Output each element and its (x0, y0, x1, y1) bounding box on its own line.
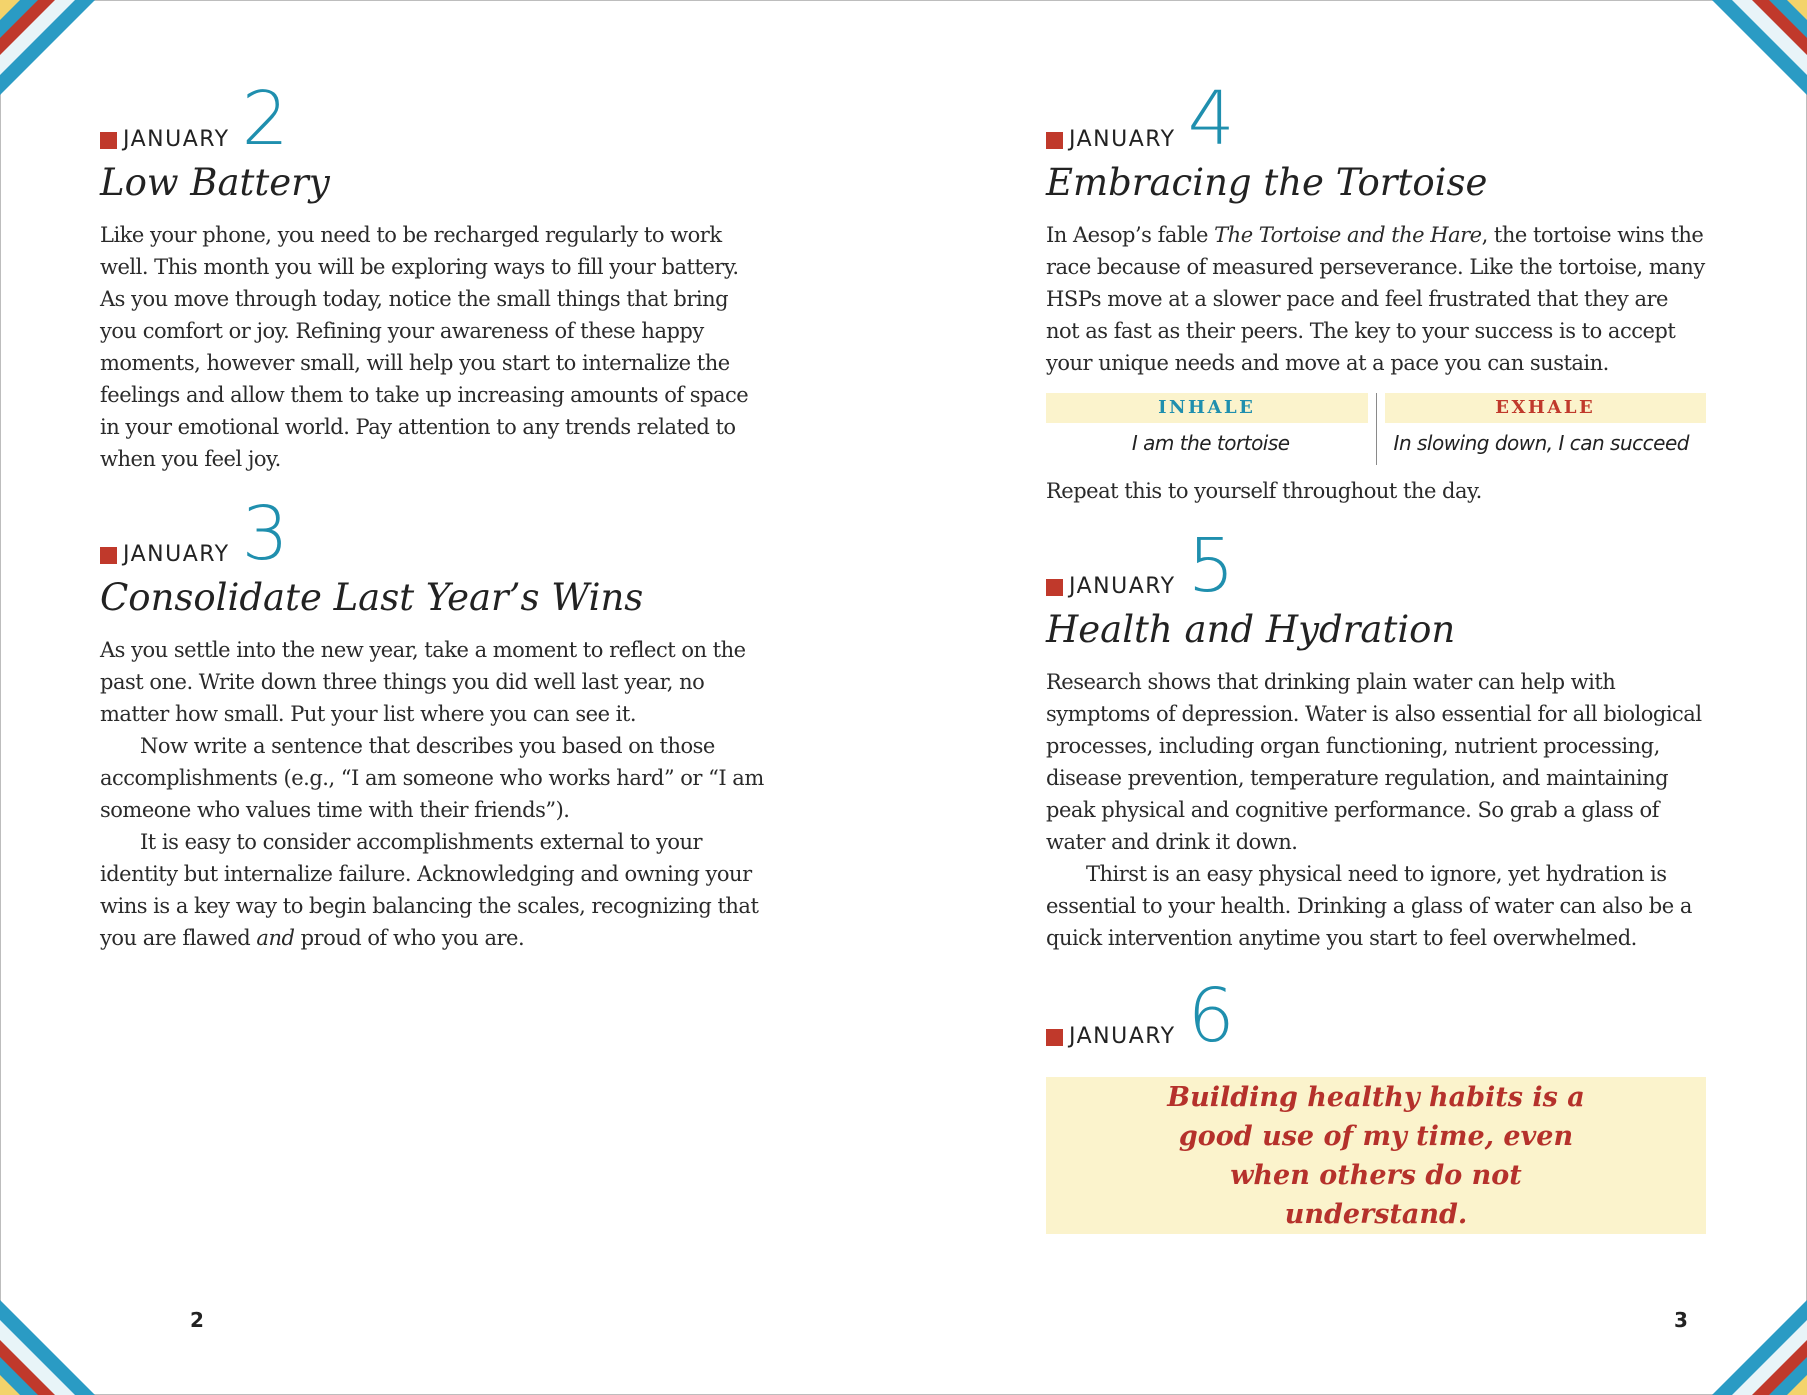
entry-title: Health and Hydration (1046, 608, 1456, 651)
day-number: 4 (1187, 76, 1235, 162)
month-label: JANUARY (123, 542, 230, 567)
red-square-marker (1046, 132, 1063, 149)
body-paragraph: Thirst is an easy physical need to ignore, yet hydration is essential to your health. Drinking a glass of water can also be a quick intervention anytime you start to feel overwhelmed. (1046, 862, 1692, 950)
body-paragraph (100, 826, 765, 954)
exhale-label: EXHALE (1385, 393, 1707, 423)
day-number: 6 (1187, 973, 1235, 1059)
entry-title: Consolidate Last Year’s Wins (100, 576, 644, 619)
entry-title: Embracing the Tortoise (1046, 161, 1488, 204)
date-heading (1046, 75, 1706, 162)
month-label: JANUARY (1069, 574, 1176, 599)
page-number-right: 3 (1674, 1308, 1688, 1332)
red-square-marker (100, 547, 117, 564)
text-run: It is easy to consider accomplishments external to your identity but internalize failure. Acknowledging and owning your wins is a key way to begin balancing the scales, recognizing that you are flawed (100, 830, 759, 950)
emphasis-text: and (256, 926, 295, 950)
red-square-marker (1046, 579, 1063, 596)
day-number: 2 (241, 76, 289, 162)
corner-ornament-bottom-right (1712, 1300, 1807, 1395)
date-heading (1046, 522, 1706, 609)
corner-ornament-top-right (1712, 0, 1807, 95)
text-run: proud of who you are. (300, 926, 525, 950)
month-label: JANUARY (1069, 127, 1176, 152)
day-number: 3 (241, 491, 289, 577)
red-square-marker (100, 132, 117, 149)
exhale-text: In slowing down, I can succeed (1393, 431, 1689, 455)
inhale-label: INHALE (1046, 393, 1368, 423)
affirmation-box (1046, 1077, 1706, 1234)
red-square-marker (1046, 1029, 1063, 1046)
text-run: In Aesop’s fable (1046, 223, 1208, 247)
emphasis-text: The Tortoise and the Hare (1214, 223, 1482, 247)
inhale-text: I am the tortoise (1131, 431, 1290, 455)
affirmation-text: Building healthy habits is a good use of my time, even when others do not understand. (1167, 1081, 1585, 1230)
day-number: 5 (1187, 523, 1235, 609)
body-paragraph: Repeat this to yourself throughout the day. (1046, 479, 1482, 503)
page-number-left: 2 (190, 1308, 204, 1332)
body-paragraph: As you settle into the new year, take a moment to reflect on the past one. Write down three things you did well last year, no matter how small. Put your list where you can see it. (100, 638, 746, 726)
entry-january-4 (1046, 75, 1706, 507)
body-paragraph: Now write a sentence that describes you based on those accomplishments (e.g., “I am someone who works hard” or “I am someone who values time with their friends”). (100, 734, 764, 822)
entry-title: Low Battery (100, 161, 330, 204)
entry-january-2 (100, 75, 765, 475)
corner-ornament-bottom-left (0, 1300, 95, 1395)
entry-january-3 (100, 490, 765, 954)
date-heading (1046, 972, 1706, 1059)
breathing-exercise (1046, 393, 1706, 465)
entry-january-6 (1046, 972, 1706, 1234)
body-paragraph: Research shows that drinking plain water can help with symptoms of depression. Water is also essential for all biological processes, including organ functioning, nutrient processing, disease prevention, temperature regulation, and maintaining peak physical and cognitive performance. So grab a glass of water and drink it down. (1046, 670, 1702, 854)
exhale-column (1377, 393, 1707, 465)
inhale-column (1046, 393, 1377, 465)
month-label: JANUARY (1069, 1024, 1176, 1049)
date-heading (100, 490, 765, 577)
body-paragraph (1046, 219, 1706, 379)
month-label: JANUARY (123, 127, 230, 152)
entry-january-5 (1046, 522, 1706, 954)
corner-ornament-top-left (0, 0, 95, 95)
text-run: , the tortoise wins the race because of measured perseverance. Like the tortoise, many HSPs move at a slower pace and feel frustrated that they are not as fast as their peers. The key to your success is to accept your unique needs and move at a pace you can sustain. (1046, 223, 1705, 375)
date-heading (100, 75, 765, 162)
body-paragraph: Like your phone, you need to be recharged regularly to work well. This month you will be exploring ways to fill your battery. As you move through today, notice the small things that bring you comfort or joy. Refining your awareness of these happy moments, however small, will help you start to internalize the feelings and allow them to take up increasing amounts of space in your emotional world. Pay attention to any trends related to when you feel joy. (100, 223, 749, 471)
